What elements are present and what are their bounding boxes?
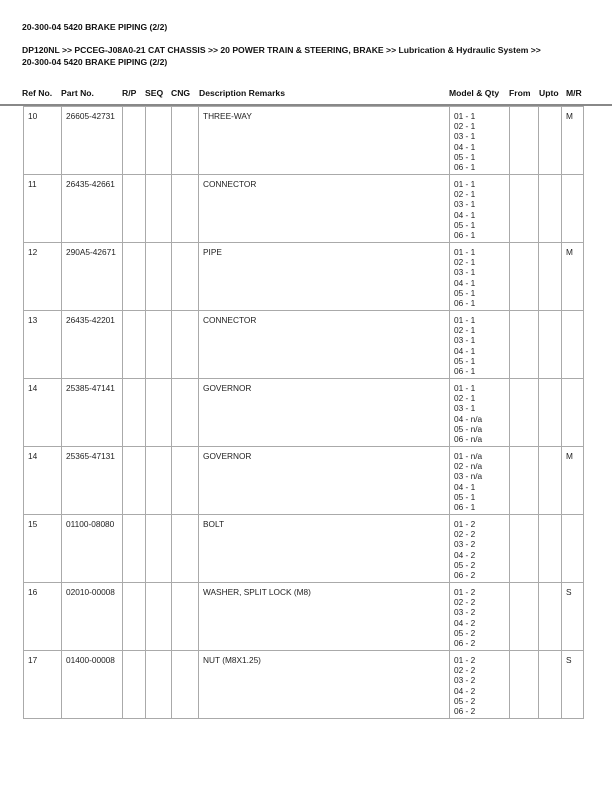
mr-cell xyxy=(562,515,584,583)
table-row xyxy=(24,447,584,515)
description-cell: PIPE xyxy=(199,243,450,311)
model-qty-entry: 03 - 1 xyxy=(454,131,476,142)
from-cell xyxy=(510,175,539,243)
header-description: Description Remarks xyxy=(199,88,285,98)
table-row xyxy=(24,583,584,651)
description-cell: BOLT xyxy=(199,515,450,583)
cng-cell xyxy=(172,311,199,379)
model-qty-entry: 01 - 1 xyxy=(454,247,476,257)
cng-cell xyxy=(172,379,199,447)
rp-cell xyxy=(123,243,146,311)
table-row xyxy=(24,311,584,379)
model-qty-entry: 02 - 2 xyxy=(454,597,476,608)
from-cell xyxy=(510,583,539,651)
model-qty-cell xyxy=(450,311,510,379)
cng-cell xyxy=(172,107,199,175)
model-qty-entry: 03 - n/a xyxy=(454,471,483,482)
model-qty-entry: 01 - 1 xyxy=(454,179,476,189)
model-qty-entry: 01 - 1 xyxy=(454,315,476,325)
seq-cell xyxy=(146,651,172,719)
table-row xyxy=(24,175,584,243)
description-cell: NUT (M8X1.25) xyxy=(199,651,450,719)
cng-cell xyxy=(172,447,199,515)
model-qty-entry: 04 - 1 xyxy=(454,345,476,356)
mr-cell: M xyxy=(562,243,584,311)
model-qty-entry: 06 - 1 xyxy=(454,366,476,377)
cng-cell xyxy=(172,243,199,311)
mr-cell xyxy=(562,175,584,243)
model-qty-entry: 02 - 1 xyxy=(454,393,476,404)
model-qty-cell xyxy=(450,379,510,447)
model-qty-entry: 01 - 1 xyxy=(454,383,476,393)
header-from: From xyxy=(509,88,531,98)
model-qty-entry: 01 - 1 xyxy=(454,111,476,121)
header-seq: SEQ xyxy=(145,88,164,98)
upto-cell xyxy=(539,175,562,243)
mr-cell: S xyxy=(562,583,584,651)
seq-cell xyxy=(146,107,172,175)
cng-cell xyxy=(172,583,199,651)
model-qty-entry: 02 - 1 xyxy=(454,325,476,336)
model-qty-entry: 04 - 2 xyxy=(454,617,476,628)
header-mr: M/R xyxy=(566,88,582,98)
model-qty-entry: 01 - 2 xyxy=(454,519,476,529)
rp-cell xyxy=(123,175,146,243)
rp-cell xyxy=(123,107,146,175)
model-qty-entry: 05 - 1 xyxy=(454,219,476,230)
part-number-cell: 01400-00008 xyxy=(62,651,123,719)
model-qty-cell xyxy=(450,583,510,651)
ref-cell: 14 xyxy=(24,379,62,447)
model-qty-entry: 04 - 1 xyxy=(454,277,476,288)
cng-cell xyxy=(172,515,199,583)
seq-cell xyxy=(146,583,172,651)
model-qty-entry: 04 - n/a xyxy=(454,413,483,424)
table-row xyxy=(24,651,584,719)
model-qty-entry: 03 - 1 xyxy=(454,267,476,278)
mr-cell: M xyxy=(562,107,584,175)
model-qty-entry: 05 - 1 xyxy=(454,287,476,298)
rp-cell xyxy=(123,311,146,379)
model-qty-entry: 05 - 1 xyxy=(454,151,476,162)
model-qty-entry: 03 - 2 xyxy=(454,539,476,550)
model-qty-entry: 06 - 2 xyxy=(454,638,476,649)
upto-cell xyxy=(539,515,562,583)
model-qty-entry: 01 - 2 xyxy=(454,655,476,665)
part-number-cell: 26605-42731 xyxy=(62,107,123,175)
part-number-cell: 25365-47131 xyxy=(62,447,123,515)
ref-cell: 16 xyxy=(24,583,62,651)
table-row xyxy=(24,243,584,311)
from-cell xyxy=(510,379,539,447)
model-qty-cell xyxy=(450,447,510,515)
upto-cell xyxy=(539,447,562,515)
upto-cell xyxy=(539,583,562,651)
description-cell: THREE-WAY xyxy=(199,107,450,175)
from-cell xyxy=(510,107,539,175)
rp-cell xyxy=(123,651,146,719)
part-number-cell: 26435-42201 xyxy=(62,311,123,379)
model-qty-entry: 05 - 2 xyxy=(454,695,476,706)
seq-cell xyxy=(146,311,172,379)
header-ref-no: Ref No. xyxy=(22,88,53,98)
header-part-no: Part No. xyxy=(61,88,94,98)
model-qty-entry: 06 - 2 xyxy=(454,570,476,581)
model-qty-entry: 03 - 1 xyxy=(454,403,476,414)
model-qty-cell xyxy=(450,515,510,583)
parts-table xyxy=(23,106,584,719)
breadcrumb-line-1: DP120NL >> PCCEG-J08A0-21 CAT CHASSIS >> 20 POWER TRAIN & STEERING, BRAKE >> Lubrication & Hydraulic System >> xyxy=(22,45,541,55)
rp-cell xyxy=(123,447,146,515)
part-number-cell: 01100-08080 xyxy=(62,515,123,583)
mr-cell: M xyxy=(562,447,584,515)
model-qty-entry: 04 - 2 xyxy=(454,549,476,560)
model-qty-entry: 02 - 2 xyxy=(454,529,476,540)
header-cng: CNG xyxy=(171,88,191,98)
ref-cell: 11 xyxy=(24,175,62,243)
model-qty-entry: 02 - 1 xyxy=(454,121,476,132)
mr-cell xyxy=(562,311,584,379)
upto-cell xyxy=(539,311,562,379)
ref-cell: 17 xyxy=(24,651,62,719)
table-row xyxy=(24,515,584,583)
model-qty-entry: 05 - 1 xyxy=(454,491,476,502)
model-qty-cell xyxy=(450,243,510,311)
mr-cell: S xyxy=(562,651,584,719)
model-qty-entry: 02 - 1 xyxy=(454,257,476,268)
table-row xyxy=(24,107,584,175)
cng-cell xyxy=(172,175,199,243)
model-qty-cell xyxy=(450,107,510,175)
model-qty-entry: 03 - 2 xyxy=(454,607,476,618)
from-cell xyxy=(510,651,539,719)
model-qty-entry: 04 - 1 xyxy=(454,141,476,152)
model-qty-entry: 05 - 1 xyxy=(454,355,476,366)
ref-cell: 12 xyxy=(24,243,62,311)
upto-cell xyxy=(539,651,562,719)
part-number-cell: 290A5-42671 xyxy=(62,243,123,311)
seq-cell xyxy=(146,379,172,447)
model-qty-entry: 02 - 1 xyxy=(454,189,476,200)
part-number-cell: 25385-47141 xyxy=(62,379,123,447)
model-qty-entry: 06 - 2 xyxy=(454,706,476,717)
model-qty-entry: 04 - 1 xyxy=(454,481,476,492)
rp-cell xyxy=(123,515,146,583)
model-qty-cell xyxy=(450,175,510,243)
description-cell: CONNECTOR xyxy=(199,311,450,379)
seq-cell xyxy=(146,175,172,243)
mr-cell xyxy=(562,379,584,447)
model-qty-entry: 06 - 1 xyxy=(454,230,476,241)
description-cell: GOVERNOR xyxy=(199,447,450,515)
seq-cell xyxy=(146,447,172,515)
seq-cell xyxy=(146,243,172,311)
model-qty-entry: 04 - 1 xyxy=(454,209,476,220)
cng-cell xyxy=(172,651,199,719)
part-number-cell: 02010-00008 xyxy=(62,583,123,651)
breadcrumb xyxy=(22,44,602,68)
from-cell xyxy=(510,447,539,515)
description-cell: CONNECTOR xyxy=(199,175,450,243)
model-qty-entry: 06 - n/a xyxy=(454,434,483,445)
ref-cell: 15 xyxy=(24,515,62,583)
model-qty-entry: 01 - n/a xyxy=(454,451,483,461)
ref-cell: 13 xyxy=(24,311,62,379)
seq-cell xyxy=(146,515,172,583)
model-qty-entry: 05 - n/a xyxy=(454,423,483,434)
from-cell xyxy=(510,243,539,311)
upto-cell xyxy=(539,379,562,447)
model-qty-entry: 02 - 2 xyxy=(454,665,476,676)
model-qty-entry: 03 - 2 xyxy=(454,675,476,686)
page-title: 20-300-04 5420 BRAKE PIPING (2/2) xyxy=(22,22,168,32)
description-cell: GOVERNOR xyxy=(199,379,450,447)
model-qty-cell xyxy=(450,651,510,719)
from-cell xyxy=(510,311,539,379)
header-upto: Upto xyxy=(539,88,559,98)
model-qty-entry: 03 - 1 xyxy=(454,199,476,210)
model-qty-entry: 06 - 1 xyxy=(454,502,476,513)
model-qty-entry: 04 - 2 xyxy=(454,685,476,696)
rp-cell xyxy=(123,583,146,651)
table-row xyxy=(24,379,584,447)
part-number-cell: 26435-42661 xyxy=(62,175,123,243)
model-qty-entry: 05 - 2 xyxy=(454,559,476,570)
header-rp: R/P xyxy=(122,88,137,98)
description-cell: WASHER, SPLIT LOCK (M8) xyxy=(199,583,450,651)
header-model-qty: Model & Qty xyxy=(449,88,500,98)
breadcrumb-line-2: 20-300-04 5420 BRAKE PIPING (2/2) xyxy=(22,57,168,67)
upto-cell xyxy=(539,107,562,175)
rp-cell xyxy=(123,379,146,447)
model-qty-entry: 06 - 1 xyxy=(454,298,476,309)
ref-cell: 14 xyxy=(24,447,62,515)
model-qty-entry: 02 - n/a xyxy=(454,461,483,472)
model-qty-entry: 05 - 2 xyxy=(454,627,476,638)
ref-cell: 10 xyxy=(24,107,62,175)
from-cell xyxy=(510,515,539,583)
model-qty-entry: 03 - 1 xyxy=(454,335,476,346)
model-qty-entry: 06 - 1 xyxy=(454,162,476,173)
model-qty-entry: 01 - 2 xyxy=(454,587,476,597)
upto-cell xyxy=(539,243,562,311)
